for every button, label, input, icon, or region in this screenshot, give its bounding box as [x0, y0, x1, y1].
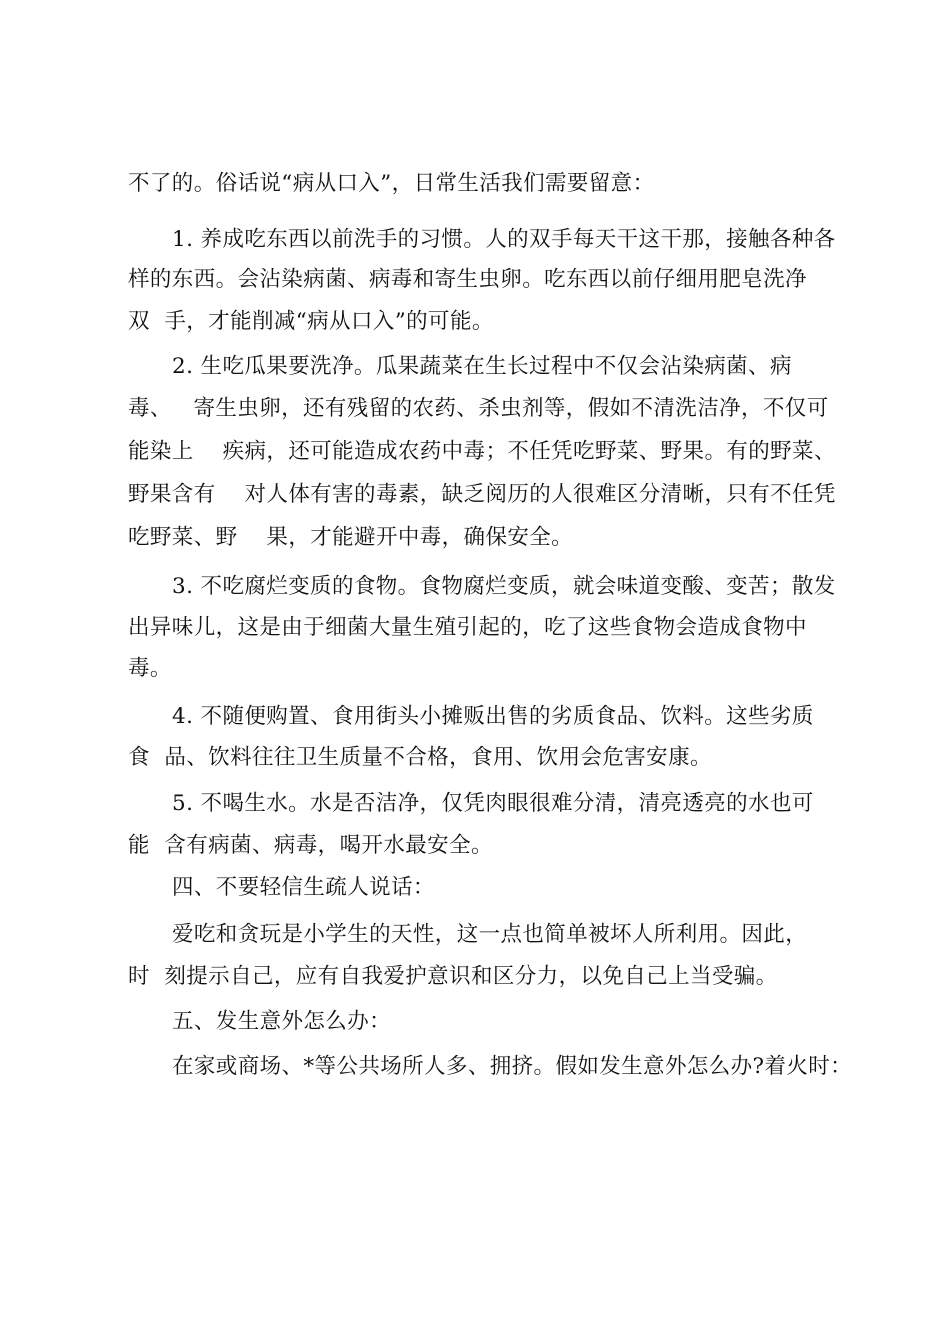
section-heading: 五、发生意外怎么办：	[172, 1009, 392, 1034]
section-heading: 四、不要轻信生疏人说话：	[172, 875, 435, 900]
text-line: 4. 不随便购置、食用街头小摊贩出售的劣质食品、饮料。这些劣质	[172, 704, 814, 729]
text-line: 在家或商场、*等公共场所人多、拥挤。假如发生意外怎么办?着火时：	[172, 1054, 853, 1079]
text-line: 3. 不吃腐烂变质的食物。食物腐烂变质，就会味道变酸、变苦；散发	[172, 574, 836, 599]
text-line: 双 手，才能削减“病从口入”的可能。	[128, 309, 494, 334]
text-line: 5. 不喝生水。水是否洁净，仅凭肉眼很难分清，清亮透亮的水也可	[172, 791, 814, 816]
text-line: 食 品、饮料往往卫生质量不合格，食用、饮用会危害安康。	[128, 745, 712, 770]
text-line: 时 刻提示自己，应有自我爱护意识和区分力，以免自己上当受骗。	[128, 964, 778, 989]
text-line: 野果含有 对人体有害的毒素，缺乏阅历的人很难区分清晰，只有不任凭	[128, 482, 836, 507]
text-line: 不了的。俗话说“病从口入”，日常生活我们需要留意：	[128, 171, 655, 196]
text-line: 爱吃和贪玩是小学生的天性，这一点也简单被坏人所利用。因此，	[172, 922, 808, 947]
text-line: 出异味儿，这是由于细菌大量生殖引起的，吃了这些食物会造成食物中	[128, 615, 807, 640]
text-line: 毒、 寄生虫卵，还有残留的农药、杀虫剂等，假如不清洗洁净，不仅可	[128, 396, 829, 421]
text-line: 样的东西。会沾染病菌、病毒和寄生虫卵。吃东西以前仔细用肥皂洗净	[128, 267, 807, 292]
text-line: 吃野菜、野 果，才能避开中毒，确保安全。	[128, 525, 574, 550]
text-line: 能 含有病菌、病毒，喝开水最安全。	[128, 833, 493, 858]
text-line: 毒。	[128, 656, 172, 681]
text-line: 能染上 疾病，还可能造成农药中毒；不任凭吃野菜、野果。有的野菜、	[128, 439, 836, 464]
text-line: 2. 生吃瓜果要洗净。瓜果蔬菜在生长过程中不仅会沾染病菌、病	[172, 354, 792, 379]
text-line: 1. 养成吃东西以前洗手的习惯。人的双手每天干这干那，接触各种各	[172, 227, 836, 252]
